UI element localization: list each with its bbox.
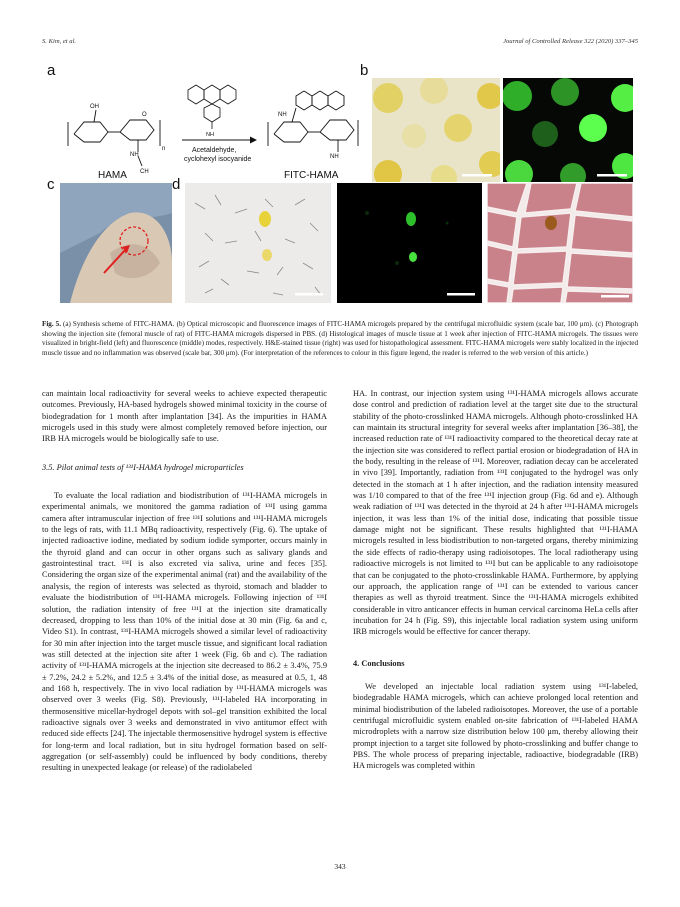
figure-caption <box>42 320 638 358</box>
atom-n-1: n <box>162 146 166 152</box>
brightfield-histology-image <box>185 183 331 303</box>
left-paragraph-2: To evaluate the local radiation and biodistribution of ¹³¹I-HAMA microgels in experimental animals, we monitored the gamma radiation of ¹³¹I using gamma camera after intramuscular injection of free ¹³¹I solutions and ¹³¹I-HAMA microgels to the legs of rats, with 11.1 MBq radioactivity, respectively (Fig. 6). The uptake of injected radioactive iodine, mediated by sodium iodide symporter, occurs mainly in the thyroid gland and can occur in other organs such as salivary glands and gastrointestinal tract. ¹³¹I is also excreted via saliva, urine and feces [35]. Considering the organ size of the experimental animal (rat) and the availability of the analysis, the region of interests was selected as thyroid, stomach and bladder to evaluate the biodistribution of ¹³¹I-HAMA microgels. Following injection of ¹³¹I solution, the radiation intensity of free ¹³¹I at the injection site dramatically decreased, dropping to less than 10% of the initial dose at 30 min (Fig. 6a and c, Video S1). In contrast, ¹³¹I-HAMA microgels showed a similar level of radioactivity for 30 min after injection into the target muscle tissue, and significant local radiation was still detected at the injection site after 1 week (Fig. 6b and c). The radiation activity of ¹³¹I-HAMA microgels at the injection site decreased to 86.2 ± 3.4%, 75.9 ± 7.2%, 24.2 ± 5.2%, and 12.5 ± 3.4% of the initial dose, as measured at 0.5, 1, 48 and 168 h, respectively. The in vivo local radiation by ¹³¹I-HAMA microgels was observed over 3 weeks (Fig. S8). Previously, ¹³¹I-labeled HA incorporating in thermosensitive micellar-hydrogel depots with sol–gel transition exhibited the local radioactive signals over 3 weeks and demonstrated in vivo antitumor effect with reduced side effects [24]. The injectable thermosensitive hydrogel system is effective for long-term and local radiation, but in situ hydrogel formation based on self-aggregation (or self-assembly) could be influenced by body conditions, thereby resulting in unexpected leakage (or release) of the radiolabeled <box>42 491 327 773</box>
right-paragraph-1: HA. In contrast, our injection system using ¹³¹I-HAMA microgels allows accurate dose control and prediction of radiation level at the target site due to the structural stability of the photo-crosslinked HAMA microgels. Although photo-crosslinked HA can maintain its structural integrity for several weeks after implantation [36–38], the increased reduction rate of ¹³¹I radioactivity compared to the theoretical decay rate at the injection site was considered to reflect partial erosion or biodegradation of HA in the body, resulting in the release of ¹³¹I. Moreover, radiation decay can be accelerated in vivo [39]. Importantly, radiation from ¹³¹I conjugated to the hydrogel was only detected in the stomach at 1 h after injection, and the radiation intensity measured was 1/10 compared to that of the free ¹³¹I injection group (Fig. 6d and e). Although weak radiation of ¹³¹I was detected in the thyroid at 24 h after ¹³¹I-HAMA microgels injection, it was less than 1% of the initial dose, indicating that possible tissue damage might not be significant. These results highlighted that ¹³¹I-HAMA microgels resulted in less biodistribution to non-targeted organs, thereby minimizing the side effects of radio-therapy using radioisotopes. The local radiotherapy using radioactive microgels is not limited to ¹³¹I but can be applicable to any radioisotope that can be conjugated to the photo-crosslinkable HAMA. Furthermore, by applying our approach, the application range of ¹³¹I can be extended to various cancer therapies as well as thyroid treatment. Since the ¹³¹I-HAMA microgels exhibited considerable in vitro anticancer effects in human cervical carcinoma HeLa cells after incubation for 24 h (Fig. S9), this injectable local radiation system using uniform IRB microgels would be effective for cancer therapy. <box>353 389 638 637</box>
page-number: 343 <box>334 862 346 871</box>
reagent-line-1: Acetaldehyde, <box>192 147 237 154</box>
atom-o-1: O <box>142 112 147 118</box>
fluorescence-microgel-image <box>503 78 633 182</box>
atom-ch3-1: CH <box>140 169 149 175</box>
atom-nh-1: NH <box>130 152 139 158</box>
atom-oh-1: OH <box>90 104 99 110</box>
panel-label-a: a <box>47 62 56 79</box>
atom-nh-2: NH <box>278 112 287 118</box>
running-header-authors: S. Kim, et al. <box>42 38 77 45</box>
injection-site-photo <box>60 183 172 303</box>
he-stained-histology-image <box>487 183 633 303</box>
caption-label: Fig. 5. <box>42 320 61 328</box>
caption-text: (a) Synthesis scheme of FITC-HAMA. (b) Optical microscopic and fluorescence images of FITC-HAMA microgels prepared by the centrifugal microfluidic system (scale bar, 100 μm). (c) Photograph showing the injection site (femoral muscle of rat) of FITC-HAMA microgels dispersed in PBS. (d) Histological images of muscle tissue at 1 week after injection of FITC-HAMA microgels. The tissues were visualized in bright-field (left) and fluorescence (middle) modes, respectively. H&E-stained tissue (right) was used for histopathological assessment. FITC-HAMA microgels were stably localized in the injected muscle tissue and no inflammation was observed (scale bar, 300 μm). (For interpretation of the references to colour in this figure legend, the reader is referred to the web version of this article.) <box>42 320 638 357</box>
section-heading-3-5: 3.5. Pilot animal tests of ¹³¹I-HAMA hydrogel microparticles <box>42 462 244 472</box>
product-label: FITC-HAMA <box>284 170 339 181</box>
panel-label-d: d <box>172 176 181 193</box>
left-column <box>42 388 327 774</box>
reagent-line-2: cyclohexyl isocyanide <box>184 156 252 163</box>
atom-nh2: NH <box>206 132 214 138</box>
hama-structure <box>68 110 160 166</box>
running-header-journal: Journal of Controlled Release 322 (2020) 337–345 <box>503 38 638 45</box>
section-heading-conclusions: 4. Conclusions <box>353 658 405 668</box>
panel-label-b: b <box>360 62 369 79</box>
atom-nh-3: NH <box>330 154 339 160</box>
fluorescence-histology-image <box>337 183 482 303</box>
fitc-reagent-structure <box>188 85 236 129</box>
fitc-hama-structure <box>268 91 358 152</box>
synthesis-scheme <box>60 72 360 182</box>
right-column <box>353 388 638 772</box>
panel-label-c: c <box>47 176 55 193</box>
reactant-label: HAMA <box>98 170 127 181</box>
left-paragraph-1: can maintain local radioactivity for several weeks to achieve expected therapeutic outcomes. Previously, HA-based hydrogels showed minimal toxicity in the course of biodegradation for 1 month after implantation [34]. As the impurities in HAMA microgels used in this study were almost completely removed before injection, our IRB HA microgels would be biologically safe to use. <box>42 389 327 444</box>
right-paragraph-2: We developed an injectable local radiation system using ¹³¹I-labeled, biodegradable HAMA microgels, which can achieve prolonged local retention and minimal biodistribution of the labeled radioisotopes. Moreover, the use of a portable centrifugal microfluidic system enabled on-site fabrication of ¹³¹I-labeled HAMA microdroplets with a narrow size distribution below 100 μm, thereby allowing their prompt injection to a target site followed by photo-crosslinking and buffer change to PBS. The whole process of preparing injectable, radioactive, biodegradable (IRB) HA microgels was completed within <box>353 681 638 771</box>
optical-microscopy-image <box>372 78 500 182</box>
